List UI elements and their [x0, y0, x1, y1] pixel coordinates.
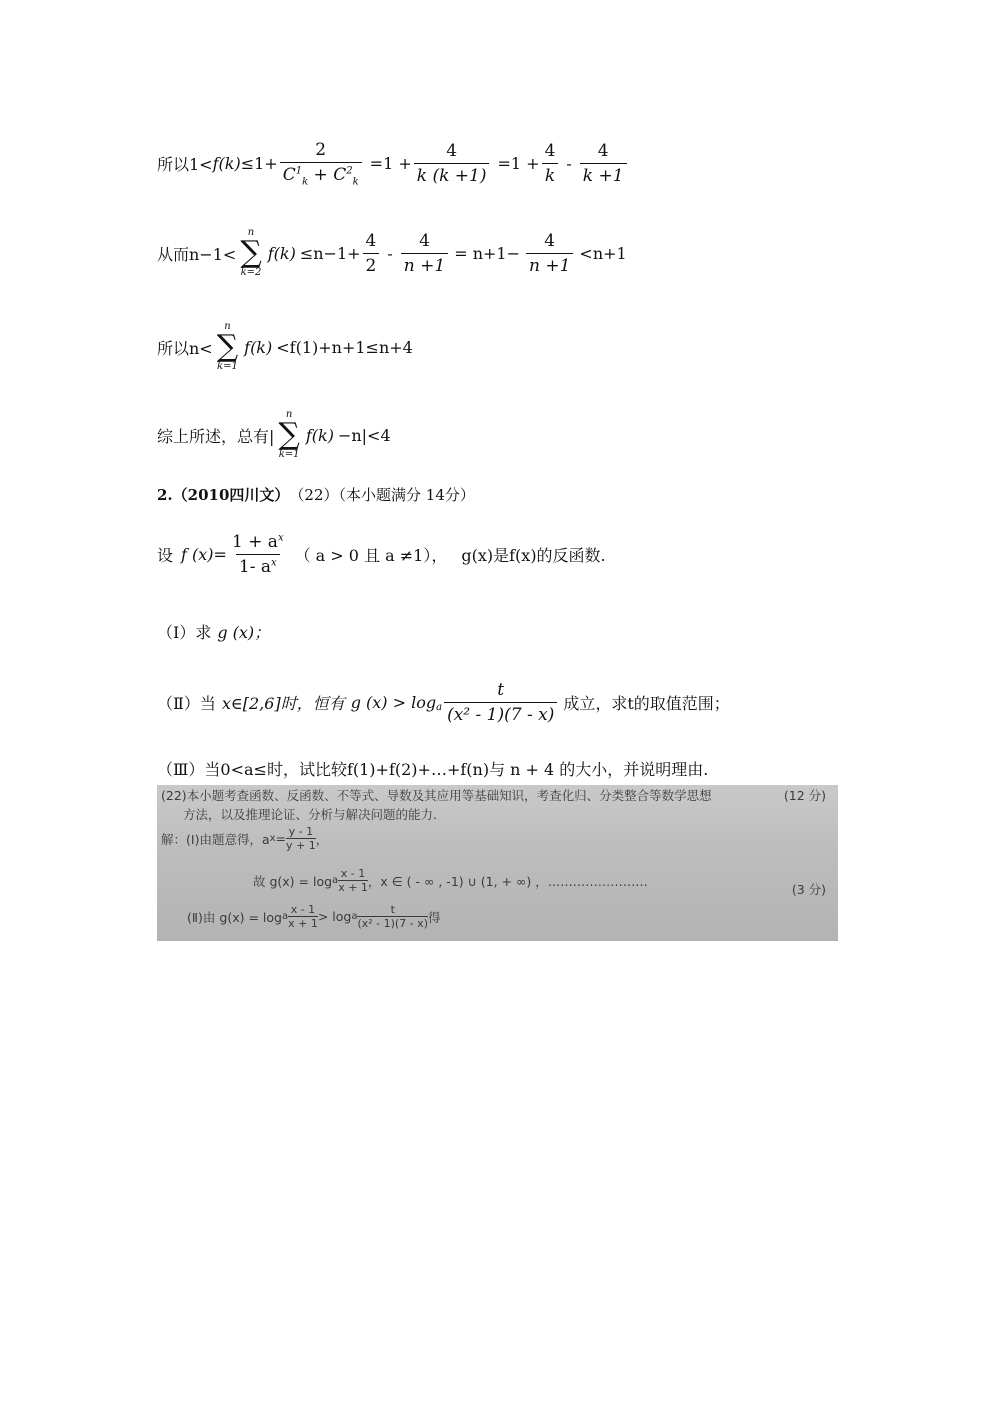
part1-label: （Ⅰ）求 [157, 623, 212, 642]
scanned-answer-image [157, 785, 838, 941]
def-condition: （ a > 0 且 a ≠1）， [294, 546, 448, 565]
summation-sign: n ∑ k=1 [278, 409, 300, 460]
derivation-line-2 [157, 228, 627, 278]
derivation-line-4 [157, 410, 391, 460]
line1-le: ≤1+ [240, 154, 278, 174]
fraction-log-arg: $\frac{t}{\text{(x² - 1)(7 - x)}}$ [444, 680, 557, 725]
line4-prefix: 综上所述，总有| [157, 426, 275, 446]
problem-part-1 [157, 620, 270, 643]
problem-score: （22）（本小题满分 14分） [289, 486, 475, 504]
fraction-4-over-2: $\frac{4}{2}$ [363, 231, 380, 276]
part1-expr: g (x)； [217, 623, 271, 642]
problem-definition [157, 532, 606, 577]
line2-prefix: 从而n−1< [157, 244, 237, 264]
part2-label: （Ⅱ）当 [157, 694, 216, 713]
fraction-2-over-c: $\frac{2}{C^1_k + C^2_k}$ [280, 140, 362, 187]
problem-header [157, 484, 475, 505]
fraction-4-over-n1-b: $\frac{4}{n +1}$ [526, 231, 573, 276]
scan-line-4-points: (3 分) [791, 882, 826, 897]
line1-k: (k) [218, 154, 241, 174]
scan-line-3: 解：(Ⅰ)由题意得，a x = $\frac{y - 1}{y + 1}$ ， [161, 825, 329, 852]
scan-line-5: (Ⅱ)由 g(x) = log a x - 1 x + 1 > log a t (x² - 1)(7 - x) 得 [187, 903, 441, 930]
problem-number: 2.（2010四川文） [157, 486, 290, 504]
line3-tail: <f(1)+n+1≤n+4 [276, 337, 413, 357]
line2-minus: - [387, 243, 393, 263]
scan-line-1-points: (12 分) [783, 788, 826, 803]
derivation-line-1 [157, 140, 629, 187]
def-g: g(x)是f(x)的反函数. [461, 546, 606, 565]
line2-eq: = n+1− [454, 243, 520, 263]
line2-rel: ≤n−1+ [299, 243, 361, 263]
scan-line-1: (22)本小题考查函数、反函数、不等式、导数及其应用等基础知识，考查化归、分类整合等数学思想 [161, 788, 712, 803]
scan-line-2: 方法，以及推理论证、分析与解决问题的能力. [183, 807, 437, 822]
summation-sign: n ∑ k=1 [216, 321, 239, 372]
fraction-4-over-k1: $\frac{4}{k +1}$ [580, 141, 627, 186]
part2-sub: a [436, 702, 443, 713]
fraction-4-over-k: $\frac{4}{k}$ [542, 141, 559, 186]
line1-eq2: =1 + [497, 154, 540, 174]
fraction-4-over-kk1: $\frac{4}{k (k +1)}$ [414, 141, 490, 186]
fraction-f-def: $\frac{1 + a^x}{1- a^x}$ [231, 532, 284, 577]
part3-text: （Ⅲ）当0<a≤时，试比较f(1)+f(2)+…+f(n)与 n + 4 的大小，并说明理由. [157, 760, 709, 779]
line3-prefix: 所以n< [157, 338, 213, 358]
fraction-4-over-n1: $\frac{4}{n +1}$ [401, 231, 448, 276]
line2-tail: <n+1 [579, 243, 627, 263]
line2-fk: f(k) [267, 243, 296, 263]
problem-part-3 [157, 757, 708, 780]
line1-minus: - [566, 154, 572, 174]
line4-fk: f(k) [305, 425, 334, 445]
problem-part-2 [157, 680, 730, 725]
def-f: f (x)= [181, 545, 227, 564]
scan-line-4: 故 g(x) = log a x - 1 x + 1 ，x ∈ ( - ∞ , -1) ∪ (1, + ∞) ，…………………… [253, 867, 648, 894]
line3-fk: f(k) [244, 337, 273, 357]
summation-sign: n ∑ k=2 [240, 227, 262, 278]
part2-x: x∈[2,6]时，恒有 [221, 694, 345, 713]
line1-eq1: =1 + [369, 154, 412, 174]
line4-tail: −n|<4 [337, 425, 391, 445]
derivation-line-3 [157, 322, 413, 372]
line1-f: f [212, 154, 219, 174]
part2-g: g (x) > log [350, 693, 437, 712]
part2-tail: 成立，求t的取值范围； [563, 694, 730, 713]
def-prefix: 设 [157, 546, 174, 565]
line1-prefix: 所以1< [157, 155, 213, 175]
